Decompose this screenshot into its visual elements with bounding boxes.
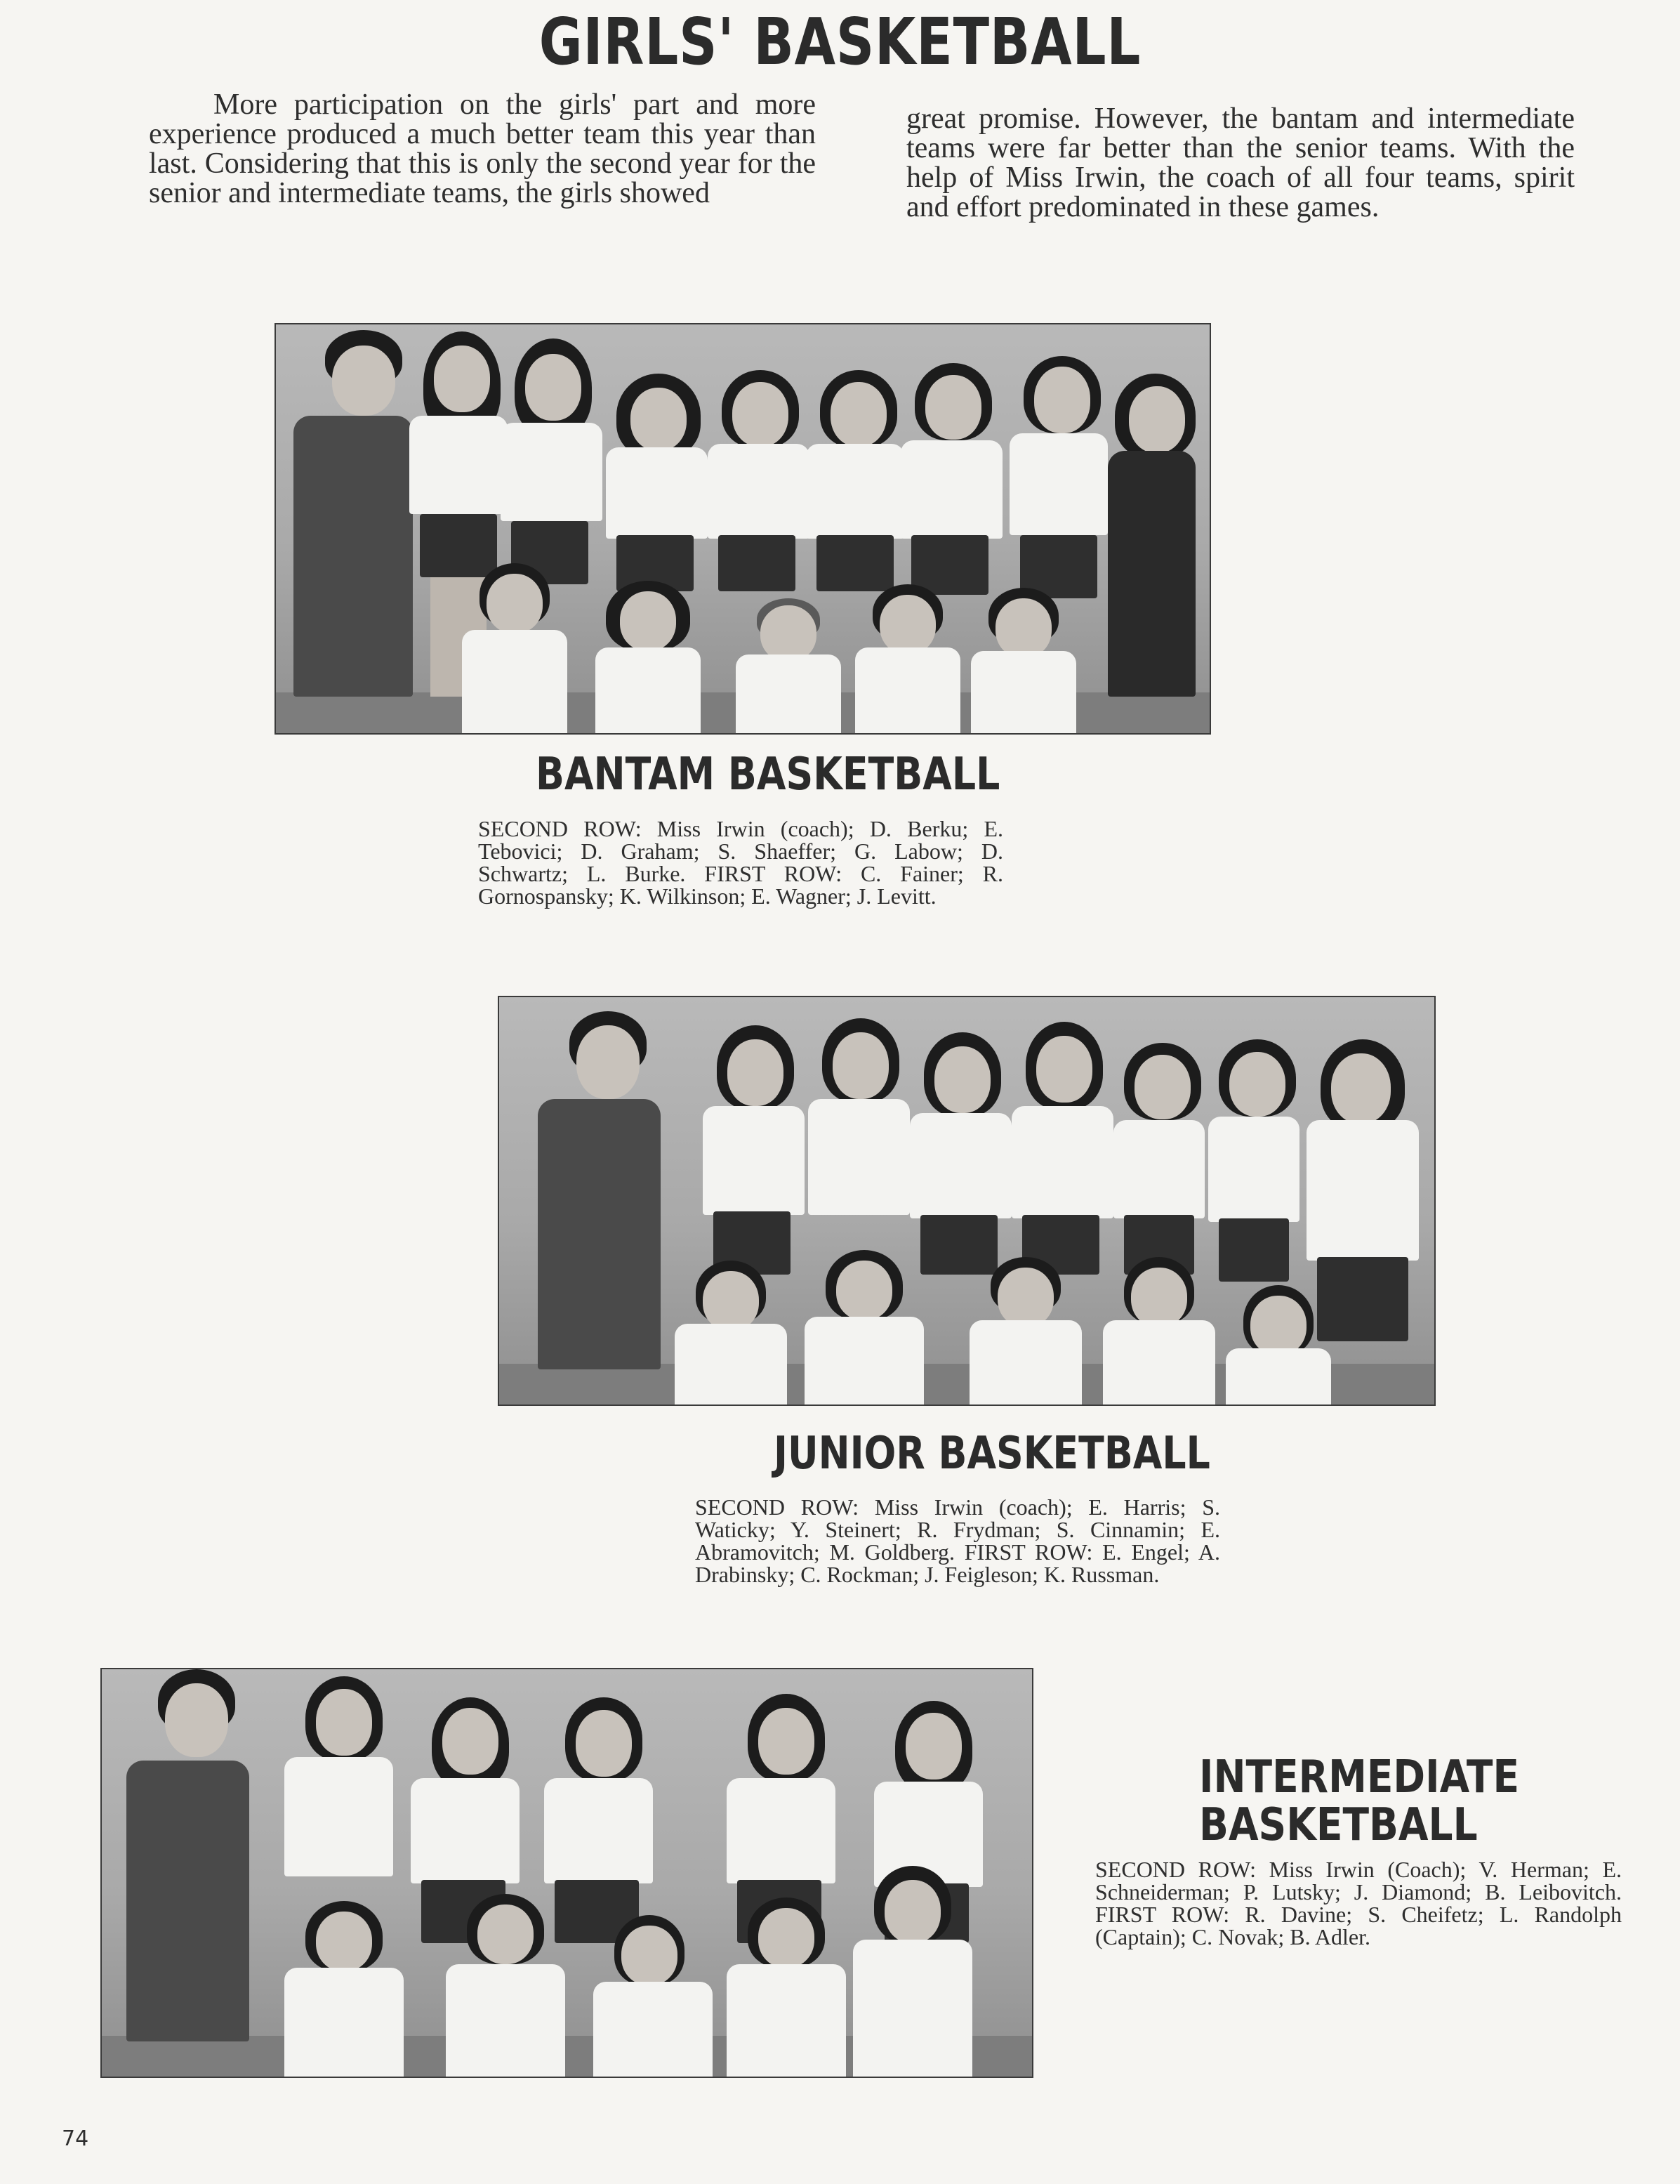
intro-right-column [906,104,1575,222]
page-title: GIRLS' BASKETBALL [538,4,1142,79]
junior-caption: SECOND ROW: Miss Irwin (coach); E. Harris; S. Waticky; Y. Steinert; R. Frydman; S. Cinnamin; E. Abramovitch; M. Goldberg. FIRST ROW: E. Engel; A. Drabinsky; C. Rockman; J. Feigleson; K. Russman. [695,1494,1220,1587]
intermediate-caption: SECOND ROW: Miss Irwin (Coach); V. Herman; E. Schneiderman; P. Lutsky; J. Diamond; B. Leibovitch. FIRST ROW: R. Davine; S. Cheifetz; L. Randolph (Captain); C. Novak; B. Adler. [1095,1857,1622,1949]
page-number: 74 [62,2126,89,2151]
intro-left-text: More participation on the girls' part and more experience produced a much better team this year than last. Considering that this is only the second year for the senior and intermediate teams, the girls showed [149,88,816,209]
intermediate-heading-line2: BASKETBALL [1199,1799,1478,1851]
bantam-caption: SECOND ROW: Miss Irwin (coach); D. Berku; E. Tebovici; D. Graham; S. Shaeffer; G. Labow; D. Schwartz; L. Burke. FIRST ROW: C. Fainer; R. Gornospansky; K. Wilkinson; E. Wagner; J. Levitt. [478,816,1003,909]
intro-left-column [149,90,816,208]
intermediate-team-photo [100,1668,1033,2078]
bantam-heading: BANTAM BASKETBALL [536,749,1000,801]
junior-heading: JUNIOR BASKETBALL [774,1428,1210,1480]
intro-right-text: great promise. However, the bantam and intermediate teams were far better than the senior teams. With the help of Miss Irwin, the coach of all four teams, spirit and effort predominated in these games. [906,103,1575,223]
intermediate-heading-line1: INTERMEDIATE [1199,1751,1520,1803]
intermediate-heading [1199,1751,1520,1851]
bantam-team-photo [275,323,1211,735]
junior-team-photo [498,996,1436,1406]
